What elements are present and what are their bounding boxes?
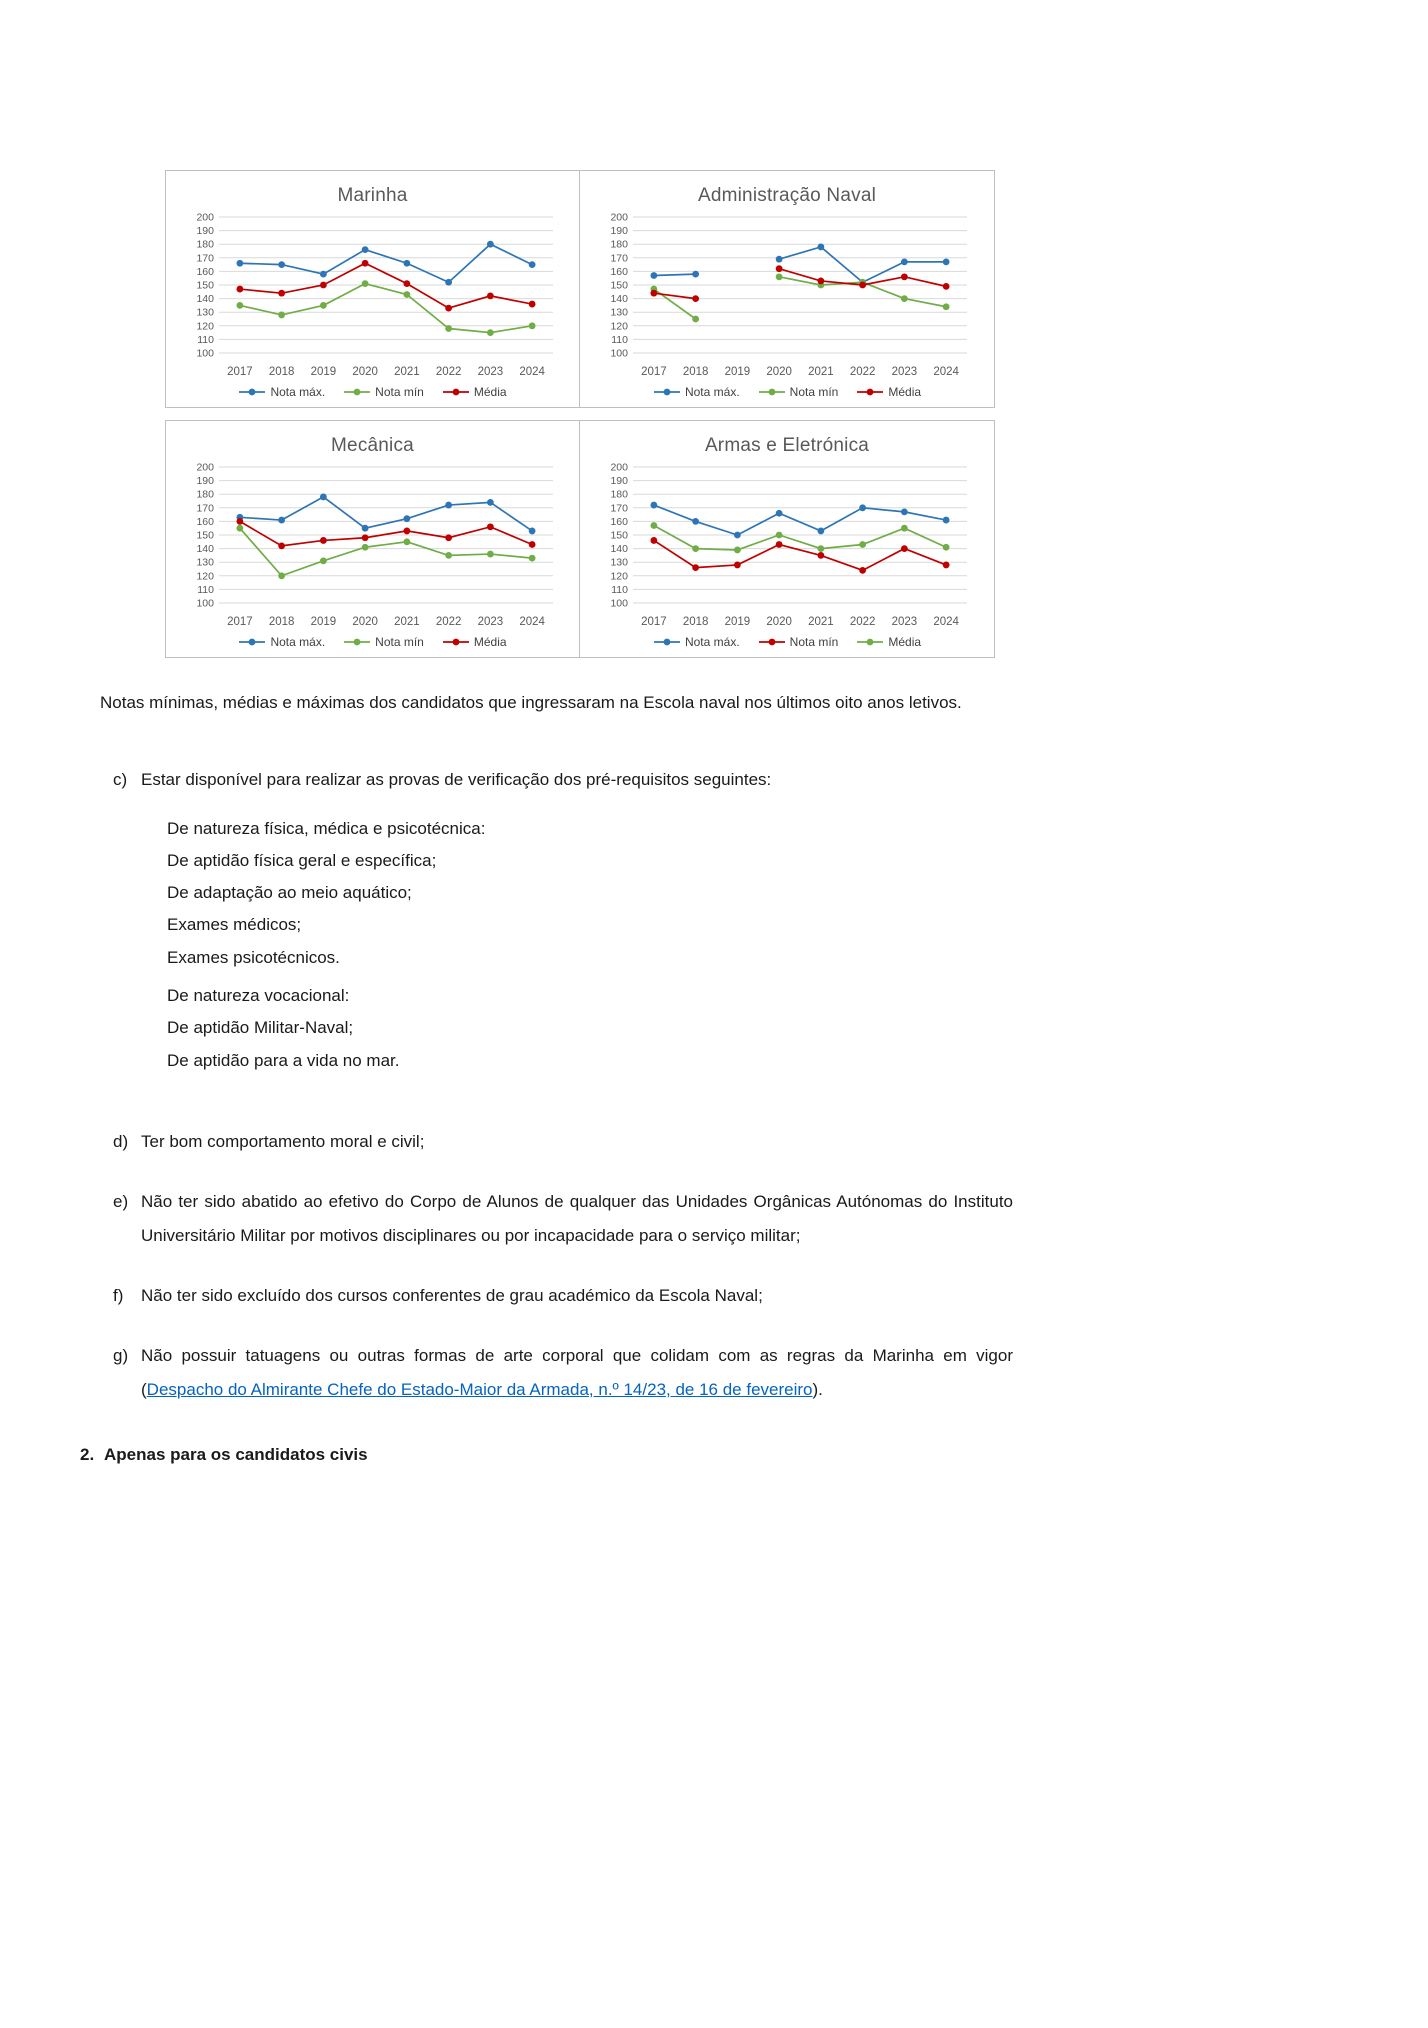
- legend-label: Nota mín: [375, 385, 424, 399]
- chart-legend-administracao-naval: [586, 385, 988, 399]
- svg-text:190: 190: [195, 475, 214, 488]
- legend-item: [343, 635, 424, 649]
- legend-marker-icon: [343, 637, 371, 647]
- legend-label: Nota mín: [789, 385, 839, 399]
- list-item-d-text: Ter bom comportamento moral e civil;: [141, 1131, 425, 1151]
- svg-text:2024: 2024: [518, 366, 545, 378]
- svg-text:2018: 2018: [682, 366, 709, 378]
- svg-text:2020: 2020: [351, 366, 378, 378]
- sublist-item: De adaptação ao meio aquático;: [167, 883, 412, 903]
- svg-text:150: 150: [610, 529, 628, 542]
- svg-text:110: 110: [196, 333, 214, 346]
- svg-text:140: 140: [610, 293, 628, 306]
- list-item-g-text: [141, 1339, 1013, 1407]
- svg-text:140: 140: [195, 293, 214, 306]
- svg-text:170: 170: [195, 252, 214, 265]
- legend-item: [238, 385, 325, 399]
- svg-text:200: 200: [195, 461, 214, 474]
- svg-text:2020: 2020: [766, 366, 792, 378]
- legend-marker-icon: [653, 387, 681, 397]
- svg-text:160: 160: [195, 265, 214, 278]
- svg-text:2018: 2018: [682, 616, 709, 628]
- svg-text:140: 140: [610, 543, 628, 556]
- svg-text:2021: 2021: [808, 366, 834, 378]
- sublist-item: Exames psicotécnicos.: [167, 947, 340, 967]
- legend-item: [653, 385, 740, 399]
- legend-label: Média: [888, 385, 922, 399]
- svg-text:2018: 2018: [268, 366, 294, 378]
- svg-text:2021: 2021: [808, 616, 834, 628]
- legend-item: [653, 635, 740, 649]
- legend-label: Nota máx.: [270, 635, 326, 649]
- svg-text:140: 140: [195, 543, 214, 556]
- svg-text:2019: 2019: [310, 366, 336, 378]
- list-item-c: [113, 763, 1013, 797]
- svg-text:2021: 2021: [393, 366, 420, 378]
- svg-text:160: 160: [610, 515, 628, 528]
- svg-text:100: 100: [610, 597, 628, 610]
- legend-label: Média: [888, 635, 922, 649]
- svg-text:2018: 2018: [268, 616, 294, 628]
- charts-row-top: [165, 170, 995, 408]
- svg-text:2022: 2022: [849, 366, 876, 378]
- chart-administracao-naval: [580, 171, 994, 407]
- svg-text:2024: 2024: [933, 616, 959, 628]
- legend-item: [856, 635, 921, 649]
- chart-title-mecanica: Mecânica: [331, 435, 414, 456]
- svg-text:100: 100: [195, 347, 214, 360]
- svg-text:2022: 2022: [849, 616, 876, 628]
- svg-text:120: 120: [610, 320, 628, 333]
- svg-text:200: 200: [610, 211, 628, 224]
- list-item-e-label: e): [113, 1191, 129, 1211]
- svg-text:2021: 2021: [393, 616, 420, 628]
- svg-text:2020: 2020: [766, 616, 792, 628]
- legend-marker-icon: [653, 637, 681, 647]
- svg-text:100: 100: [610, 347, 628, 360]
- legend-marker-icon: [856, 637, 884, 647]
- svg-text:180: 180: [610, 238, 628, 251]
- legend-item: [343, 385, 424, 399]
- svg-text:2022: 2022: [435, 366, 461, 378]
- svg-text:110: 110: [196, 583, 214, 596]
- svg-text:2017: 2017: [641, 616, 667, 628]
- svg-text:170: 170: [195, 502, 214, 515]
- list-item-g-text-before: Não possuir tatuagens ou outras formas de arte corporal que colidam com as regras da Marinha em vigor (: [141, 1345, 1013, 1399]
- svg-text:2017: 2017: [641, 366, 667, 378]
- list-item-e: [113, 1185, 1013, 1253]
- svg-text:160: 160: [195, 515, 214, 528]
- svg-text:100: 100: [195, 597, 214, 610]
- list-item-f: [113, 1279, 1013, 1313]
- line-chart-svg: [595, 209, 979, 383]
- legend-marker-icon: [758, 387, 786, 397]
- legend-item: [856, 385, 921, 399]
- legend-item: [442, 385, 507, 399]
- chart-plot-administracao-naval: [586, 209, 988, 383]
- svg-text:2019: 2019: [724, 366, 751, 378]
- svg-text:190: 190: [610, 475, 628, 488]
- chart-legend-mecanica: [172, 635, 573, 649]
- list-item-c-text: Estar disponível para realizar as provas de verificação dos pré-requisitos seguintes:: [141, 769, 772, 789]
- svg-text:170: 170: [610, 252, 628, 265]
- legend-item: [442, 635, 507, 649]
- list-item-g: [113, 1339, 1013, 1407]
- sublist-item: De natureza vocacional:: [167, 986, 350, 1006]
- svg-text:150: 150: [195, 529, 214, 542]
- legend-label: Nota máx.: [684, 635, 740, 649]
- svg-text:2023: 2023: [477, 366, 503, 378]
- svg-text:150: 150: [610, 279, 628, 292]
- svg-text:180: 180: [195, 488, 214, 501]
- despacho-link[interactable]: Despacho do Almirante Chefe do Estado-Maior da Armada, n.º 14/23, de 16 de fevereiro: [146, 1379, 813, 1399]
- legend-label: Nota mín: [375, 635, 424, 649]
- legend-marker-icon: [442, 637, 470, 647]
- sublist-item: De aptidão física geral e específica;: [167, 850, 437, 870]
- svg-text:170: 170: [610, 502, 628, 515]
- charts-row-bottom: [165, 420, 995, 658]
- chart-title-armas-eletronica: Armas e Eletrónica: [704, 435, 870, 456]
- legend-item: [758, 385, 839, 399]
- list-item-f-label: f): [113, 1285, 124, 1305]
- chart-armas-eletronica: [580, 421, 994, 657]
- chart-marinha: [166, 171, 580, 407]
- chart-title-administracao-naval: Administração Naval: [697, 185, 877, 206]
- chart-title-marinha: Marinha: [337, 185, 408, 206]
- svg-text:2019: 2019: [310, 616, 336, 628]
- sublist-item: Exames médicos;: [167, 915, 302, 935]
- svg-text:2017: 2017: [226, 616, 253, 628]
- sublist-prerequisitos: [167, 813, 1428, 1077]
- svg-text:2022: 2022: [435, 616, 461, 628]
- list-item-d-label: d): [113, 1131, 129, 1151]
- sublist-item: De aptidão Militar-Naval;: [167, 1018, 354, 1038]
- list-item-e-text: Não ter sido abatido ao efetivo do Corpo de Alunos de qualquer das Unidades Orgânicas Autónomas do Instituto Universitário Militar por motivos disciplinares ou por incapacidade para o serviço militar;: [141, 1191, 1013, 1245]
- svg-text:120: 120: [195, 570, 214, 583]
- legend-label: Nota máx.: [684, 385, 740, 399]
- charts-figure: [165, 170, 995, 658]
- svg-text:2017: 2017: [226, 366, 253, 378]
- section-heading-2: [80, 1445, 1428, 1465]
- svg-text:130: 130: [610, 556, 628, 569]
- svg-text:200: 200: [610, 461, 628, 474]
- svg-text:180: 180: [195, 238, 214, 251]
- svg-text:130: 130: [610, 306, 628, 319]
- legend-label: Média: [473, 385, 507, 399]
- list-item-g-text-after: ).: [812, 1379, 823, 1399]
- line-chart-svg: [595, 459, 979, 633]
- legend-marker-icon: [238, 387, 266, 397]
- chart-plot-mecanica: [172, 459, 573, 633]
- svg-text:150: 150: [195, 279, 214, 292]
- svg-text:2023: 2023: [891, 366, 918, 378]
- chart-plot-armas-eletronica: [586, 459, 988, 633]
- svg-text:110: 110: [611, 333, 628, 346]
- svg-text:130: 130: [195, 306, 214, 319]
- legend-item: [238, 635, 325, 649]
- chart-legend-armas-eletronica: [586, 635, 988, 649]
- figure-caption: Notas mínimas, médias e máximas dos candidatos que ingressaram na Escola naval nos últimos oito anos letivos.: [100, 693, 962, 712]
- list-item-c-label: c): [113, 769, 128, 789]
- section-heading-2-number: 2.: [80, 1444, 95, 1464]
- legend-marker-icon: [856, 387, 884, 397]
- svg-text:190: 190: [610, 225, 628, 238]
- sublist-item: De natureza física, médica e psicotécnica:: [167, 818, 486, 838]
- svg-text:160: 160: [610, 265, 628, 278]
- legend-marker-icon: [442, 387, 470, 397]
- legend-marker-icon: [238, 637, 266, 647]
- list-item-d: [113, 1125, 1013, 1159]
- chart-legend-marinha: [172, 385, 573, 399]
- list-item-f-text: Não ter sido excluído dos cursos conferentes de grau académico da Escola Naval;: [141, 1285, 763, 1305]
- svg-text:120: 120: [610, 570, 628, 583]
- svg-text:200: 200: [195, 211, 214, 224]
- svg-text:190: 190: [195, 225, 214, 238]
- svg-text:2023: 2023: [891, 616, 918, 628]
- chart-plot-marinha: [172, 209, 573, 383]
- svg-text:110: 110: [611, 583, 628, 596]
- legend-item: [758, 635, 839, 649]
- legend-marker-icon: [343, 387, 371, 397]
- svg-text:2024: 2024: [933, 366, 959, 378]
- svg-text:130: 130: [195, 556, 214, 569]
- legend-label: Média: [473, 635, 507, 649]
- line-chart-svg: [181, 459, 565, 633]
- svg-text:2020: 2020: [351, 616, 378, 628]
- line-chart-svg: [181, 209, 565, 383]
- chart-mecanica: [166, 421, 580, 657]
- svg-text:180: 180: [610, 488, 628, 501]
- svg-text:2023: 2023: [477, 616, 503, 628]
- svg-text:2019: 2019: [724, 616, 751, 628]
- legend-marker-icon: [758, 637, 786, 647]
- list-item-g-label: g): [113, 1345, 129, 1365]
- section-heading-2-text: Apenas para os candidatos civis: [104, 1444, 368, 1464]
- legend-label: Nota mín: [789, 635, 839, 649]
- svg-text:2024: 2024: [518, 616, 545, 628]
- sublist-item: De aptidão para a vida no mar.: [167, 1050, 400, 1070]
- svg-text:120: 120: [195, 320, 214, 333]
- legend-label: Nota máx.: [270, 385, 326, 399]
